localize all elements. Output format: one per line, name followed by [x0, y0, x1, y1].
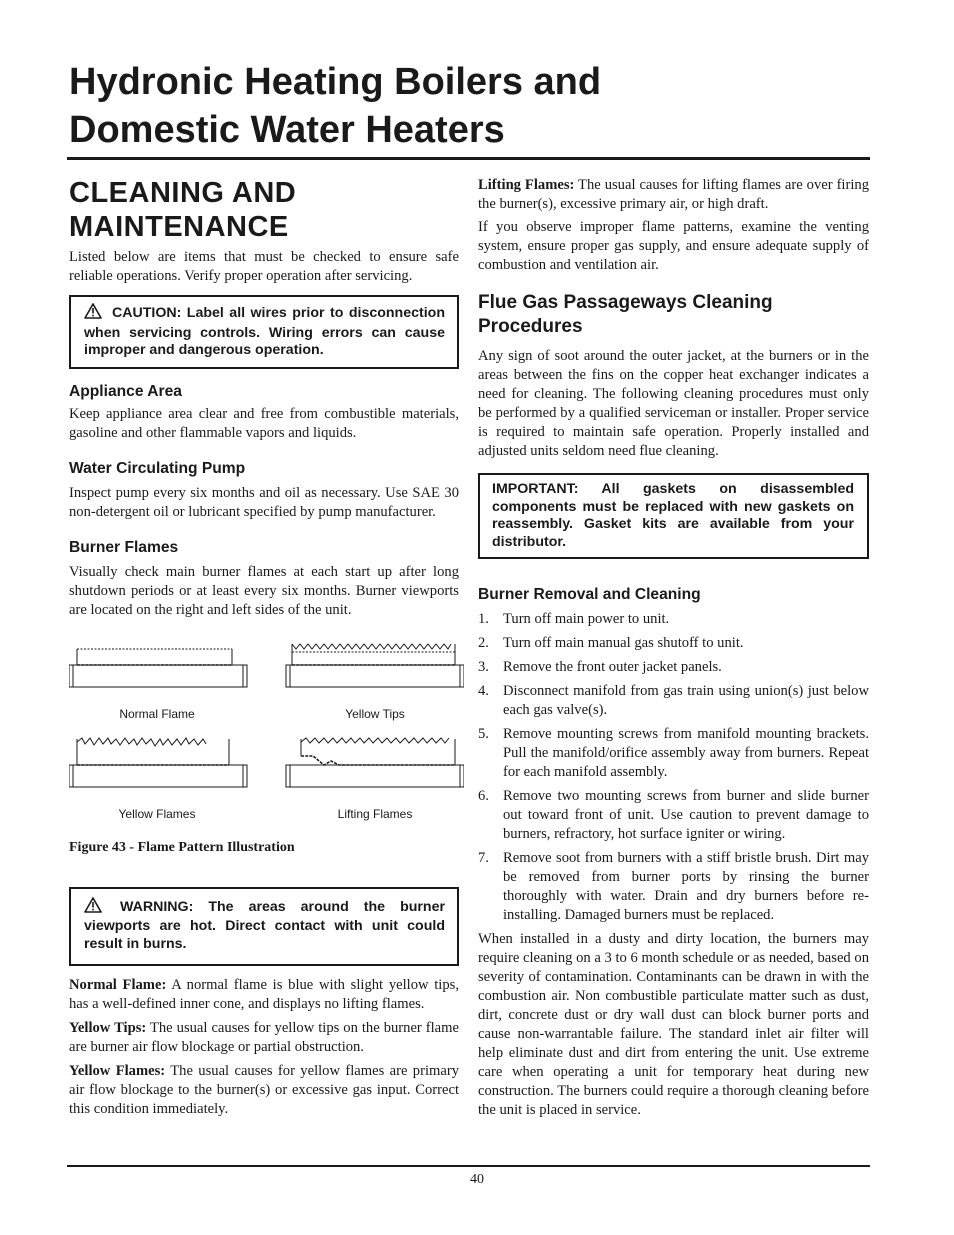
- flames-text: Visually check main burner flames at each start up after long shutdown periods or at least every six months. Burner viewports are located on the right and left sides of the unit.: [69, 563, 459, 618]
- label-lifting-flames: Lifting Flames: [337, 806, 413, 821]
- page-title: [69, 58, 889, 154]
- header-rule: [67, 157, 870, 160]
- pump-heading: Water Circulating Pump: [69, 459, 246, 477]
- intro-paragraph: Listed below are items that must be checked to ensure safe reliable operations. Verify proper operation after servicing.: [69, 249, 459, 284]
- right-column: [478, 176, 869, 1120]
- list-item: 1. Turn off main power to unit.: [478, 611, 670, 627]
- label-normal-flame: Normal Flame: [119, 706, 195, 721]
- left-column: [69, 176, 459, 1119]
- list-item: 3. Remove the front outer jacket panels.: [478, 659, 722, 675]
- lifting-flames-paragraph: Lifting Flames: The usual causes for lifting flames are over firing the burner(s), excessive primary air, or high draft.: [478, 177, 869, 212]
- yellow-tips-paragraph: Yellow Tips: The usual causes for yellow tips on the burner flame are burner air flow blockage or partial obstruction.: [69, 1020, 459, 1055]
- warning-triangle-icon: [84, 303, 102, 325]
- dusty-location-paragraph: When installed in a dusty and dirty location, the burners may require cleaning on a 3 to 6 month schedule or as needed, based on severity of contamination. Contaminants can be drawn in with the combustion air. Non combustible particulate matter such as dust, dirt, concrete dust or dry wall dust can block burner ports and cause non-warrantable failure. The standard inlet air filter will help eliminate dust and dirt from entering the unit. Use extreme care when operating a unit for temporary heat during new construction. The burners could require a thorough cleaning before the unit is placed in service.: [478, 931, 869, 1118]
- improper-patterns-paragraph: If you observe improper flame patterns, examine the venting system, ensure proper gas supply, and ensure adequate supply of combustion and ventilation air.: [478, 219, 869, 273]
- caution-box: [69, 295, 459, 369]
- appliance-text: Keep appliance area clear and free from combustible materials, gasoline and other flammable vapors and liquids.: [69, 405, 459, 441]
- normal-flame-paragraph: Normal Flame: A normal flame is blue with slight yellow tips, has a well-defined inner cone, and displays no lifting flames.: [69, 977, 459, 1012]
- warning-label: WARNING: [120, 898, 189, 915]
- flue-gas-text: Any sign of soot around the outer jacket, at the burners or in the areas between the fins on the copper heat exchanger indicates a need for cleaning. The following cleaning procedures must only be performed by a qualified serviceman or installer. Proper service is required to maintain safe operation. Properly installed and adjusted units seldom need flue cleaning.: [478, 348, 869, 459]
- list-item: 6. Remove two mounting screws from burner and slide burner out toward front of unit. Use caution to prevent damage to burners, refractory, hot surface igniter or wiring.: [478, 788, 869, 842]
- flue-gas-heading: Flue Gas Passageways Cleaning Procedures: [478, 292, 773, 337]
- removal-steps-list: [478, 610, 869, 925]
- pump-text: Inspect pump every six months and oil as necessary. Use SAE 30 non-detergent oil or lubricant specified by pump manufacturer.: [69, 484, 459, 520]
- flame-illustrations: [69, 638, 464, 828]
- list-item: 5. Remove mounting screws from manifold mounting brackets. Pull the manifold/orifice assembly away from burners. Repeat for each manifold assembly.: [478, 726, 869, 780]
- burner-removal-heading: Burner Removal and Cleaning: [478, 586, 701, 603]
- appliance-heading: Appliance Area: [69, 382, 182, 400]
- list-item: 4. Disconnect manifold from gas train using union(s) just below each gas valve(s).: [478, 683, 869, 718]
- yellow-flames-paragraph: Yellow Flames: The usual causes for yellow flames are primary air flow blockage to the burner(s) or excessive gas input. Correct this condition immediately.: [69, 1063, 460, 1117]
- flames-heading: Burner Flames: [69, 538, 179, 556]
- caution-label: CAUTION: [112, 305, 177, 321]
- important-box: IMPORTANT: All gaskets on disassembled components must be replaced with new gaskets on reassembly. Gasket kits are available from your distributor.: [478, 473, 869, 559]
- normal-flame-drawing: [69, 649, 247, 687]
- warning-text: : The areas around the burner viewports are hot. Direct contact with unit could result in burns.: [84, 898, 445, 952]
- title-line-2: Domestic Water Heaters: [69, 109, 505, 151]
- yellow-tips-drawing: [286, 644, 464, 687]
- caution-text: : Label all wires prior to disconnection when servicing controls. Wiring errors can cause improper and dangerous operation.: [84, 305, 445, 358]
- yellow-flames-drawing: [69, 738, 247, 787]
- footer-rule: [67, 1165, 870, 1167]
- lifting-flames-drawing: [286, 738, 464, 787]
- label-yellow-flames: Yellow Flames: [118, 806, 196, 821]
- label-yellow-tips: Yellow Tips: [345, 706, 405, 721]
- page-number: 40: [470, 1172, 484, 1187]
- figure-caption: Figure 43 - Flame Pattern Illustration: [69, 839, 295, 855]
- flame-pattern-figure: [69, 638, 464, 828]
- warning-triangle-icon: [84, 897, 102, 919]
- title-line-1: Hydronic Heating Boilers and: [69, 61, 602, 103]
- warning-box: [69, 887, 459, 967]
- list-item: 7. Remove soot from burners with a stiff bristle brush. Dirt may be removed from burner ports by rinsing the burner thoroughly with water. Drain and dry burners before re-installing. Damaged burners must be replaced.: [478, 850, 869, 923]
- section-title: CLEANING AND MAINTENANCE: [69, 177, 297, 243]
- list-item: 2. Turn off main manual gas shutoff to unit.: [478, 635, 744, 651]
